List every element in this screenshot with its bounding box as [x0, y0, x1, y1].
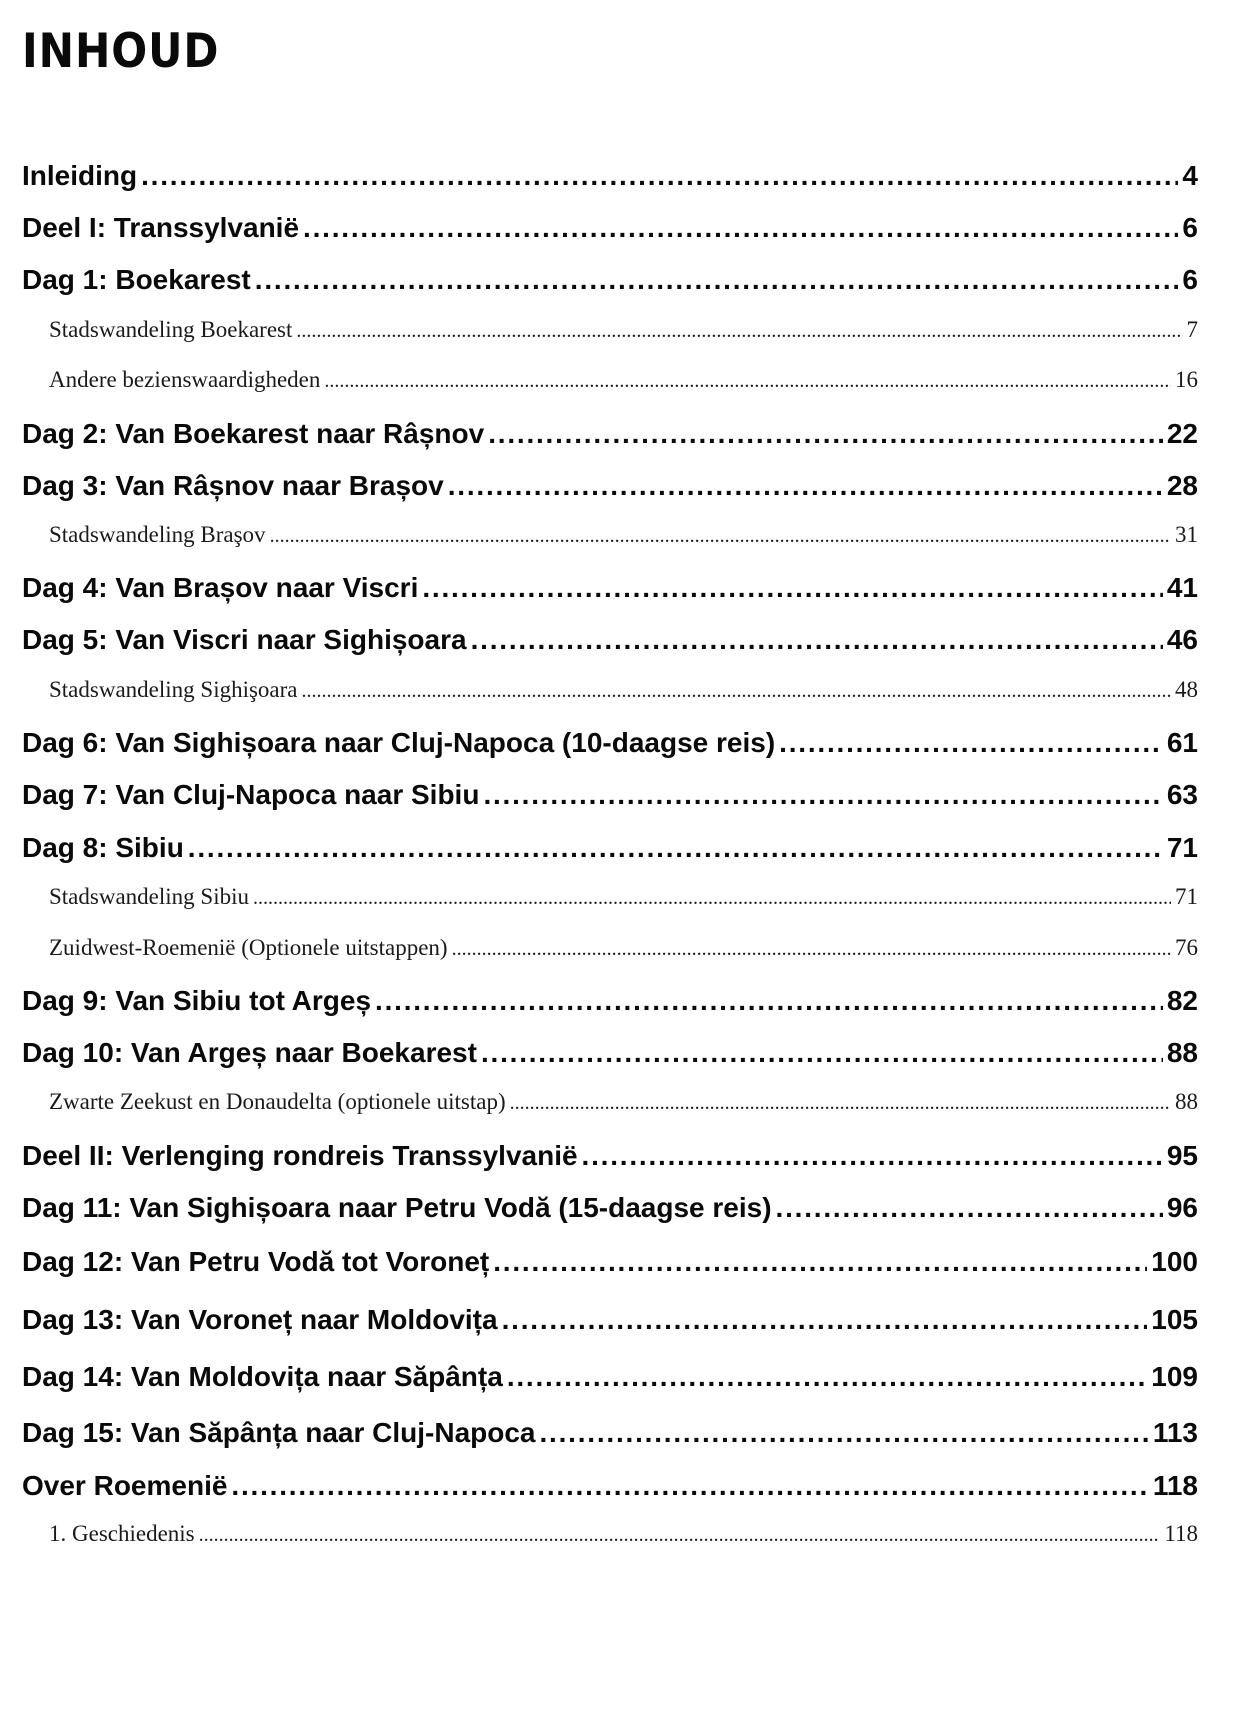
dot-leader — [582, 1140, 1163, 1172]
toc-entry-page-number: 41 — [1166, 572, 1198, 603]
toc-chapter-entry[interactable] — [22, 1470, 1198, 1502]
toc-entry-label: Dag 8: Sibiu — [22, 832, 184, 863]
toc-entry-page-number: 31 — [1175, 522, 1198, 547]
toc-entry-page-number: 48 — [1175, 677, 1198, 702]
toc-chapter-entry[interactable] — [22, 1192, 1198, 1224]
toc-entry-page-number: 105 — [1151, 1304, 1198, 1335]
toc-chapter-entry[interactable] — [22, 985, 1198, 1017]
toc-entry-label: Dag 10: Van Argeș naar Boekarest — [22, 1037, 477, 1068]
toc-entry-label: Dag 11: Van Sighișoara naar Petru Vodă (15-daagse reis) — [22, 1192, 772, 1223]
toc-chapter-entry[interactable] — [22, 1304, 1198, 1336]
toc-chapter-entry[interactable] — [22, 160, 1198, 192]
dot-leader — [488, 418, 1163, 450]
dot-leader — [471, 624, 1163, 656]
toc-entry-page-number: 118 — [1164, 1521, 1198, 1546]
toc-entry-page-number: 22 — [1166, 418, 1198, 449]
toc-entry-label: Stadswandeling Sibiu — [49, 884, 249, 909]
toc-chapter-entry[interactable] — [22, 727, 1198, 759]
toc-section-entry[interactable] — [22, 522, 1198, 548]
toc-entry-label: Dag 6: Van Sighișoara naar Cluj-Napoca (10-daagse reis) — [22, 727, 776, 758]
toc-entry-label: Dag 13: Van Voroneț naar Moldovița — [22, 1304, 498, 1335]
dot-leader — [324, 370, 1171, 393]
dot-leader — [779, 727, 1163, 759]
dot-leader — [452, 938, 1171, 961]
toc-entry-label: Dag 14: Van Moldovița naar Săpânța — [22, 1361, 503, 1392]
toc-entry-page-number: 6 — [1182, 264, 1198, 295]
dot-leader — [375, 985, 1163, 1017]
toc-chapter-entry[interactable] — [22, 470, 1198, 502]
toc-entry-page-number: 7 — [1186, 317, 1198, 342]
toc-entry-page-number: 71 — [1175, 884, 1198, 909]
dot-leader — [296, 320, 1182, 343]
toc-entry-page-number: 28 — [1166, 470, 1198, 501]
toc-chapter-entry[interactable] — [22, 1037, 1198, 1069]
toc-chapter-entry[interactable] — [22, 1361, 1198, 1393]
toc-section-entry[interactable] — [22, 884, 1198, 910]
dot-leader — [493, 1246, 1147, 1278]
toc-entry-page-number: 118 — [1152, 1470, 1198, 1501]
toc-section-entry[interactable] — [22, 367, 1198, 393]
toc-entry-page-number: 76 — [1175, 935, 1198, 960]
toc-entry-page-number: 61 — [1166, 727, 1198, 758]
toc-entry-label: Dag 7: Van Cluj-Napoca naar Sibiu — [22, 779, 480, 810]
toc-chapter-entry[interactable] — [22, 779, 1198, 811]
toc-chapter-entry[interactable] — [22, 832, 1198, 864]
dot-leader — [231, 1470, 1148, 1502]
toc-entry-page-number: 71 — [1166, 832, 1198, 863]
toc-entry-page-number: 4 — [1182, 160, 1198, 191]
dot-leader — [540, 1417, 1149, 1449]
toc-entry-page-number: 96 — [1166, 1192, 1198, 1223]
toc-entry-page-number: 88 — [1175, 1089, 1198, 1114]
toc-section-entry[interactable] — [22, 1521, 1198, 1547]
toc-entry-label: Dag 2: Van Boekarest naar Râșnov — [22, 418, 485, 449]
dot-leader — [422, 572, 1162, 604]
toc-chapter-entry[interactable] — [22, 1140, 1198, 1172]
toc-entry-label: Dag 5: Van Viscri naar Sighișoara — [22, 624, 467, 655]
dot-leader — [255, 264, 1179, 296]
toc-entry-label: Deel I: Transsylvanië — [22, 212, 300, 243]
toc-chapter-entry[interactable] — [22, 1246, 1198, 1278]
dot-leader — [303, 212, 1178, 244]
toc-entry-page-number: 88 — [1166, 1037, 1198, 1068]
toc-entry-label: Dag 1: Boekarest — [22, 264, 251, 295]
toc-entry-label: Stadswandeling Sighişoara — [49, 677, 298, 702]
dot-leader — [481, 1037, 1163, 1069]
toc-entry-label: 1. Geschiedenis — [49, 1521, 195, 1546]
toc-entry-page-number: 113 — [1152, 1417, 1198, 1448]
toc-entry-label: Dag 3: Van Râșnov naar Brașov — [22, 470, 444, 501]
dot-leader — [188, 832, 1163, 864]
dot-leader — [483, 779, 1162, 811]
toc-section-entry[interactable] — [22, 317, 1198, 343]
dot-leader — [302, 680, 1172, 703]
toc-entry-label: Stadswandeling Braşov — [49, 522, 266, 547]
toc-entry-page-number: 100 — [1151, 1246, 1198, 1277]
toc-entry-page-number: 63 — [1166, 779, 1198, 810]
toc-entry-label: Dag 9: Van Sibiu tot Argeș — [22, 985, 372, 1016]
toc-entry-page-number: 46 — [1166, 624, 1198, 655]
toc-section-entry[interactable] — [22, 1089, 1198, 1115]
toc-section-entry[interactable] — [22, 935, 1198, 961]
toc-entry-label: Dag 12: Van Petru Vodă tot Voroneț — [22, 1246, 490, 1277]
dot-leader — [448, 470, 1163, 502]
dot-leader — [507, 1361, 1147, 1393]
toc-chapter-entry[interactable] — [22, 572, 1198, 604]
dot-leader — [510, 1092, 1171, 1115]
toc-entry-page-number: 82 — [1166, 985, 1198, 1016]
toc-chapter-entry[interactable] — [22, 212, 1198, 244]
dot-leader — [253, 887, 1171, 910]
toc-section-entry[interactable] — [22, 677, 1198, 703]
toc-chapter-entry[interactable] — [22, 418, 1198, 450]
page-title: INHOUD — [22, 24, 220, 79]
toc-chapter-entry[interactable] — [22, 1417, 1198, 1449]
toc-entry-label: Dag 15: Van Săpânța naar Cluj-Napoca — [22, 1417, 536, 1448]
toc-chapter-entry[interactable] — [22, 264, 1198, 296]
toc-entry-page-number: 6 — [1182, 212, 1198, 243]
dot-leader — [270, 525, 1171, 548]
toc-entry-label: Deel II: Verlenging rondreis Transsylvanië — [22, 1140, 578, 1171]
dot-leader — [502, 1304, 1148, 1336]
toc-entry-label: Zwarte Zeekust en Donaudelta (optionele uitstap) — [49, 1089, 506, 1114]
toc-entry-page-number: 109 — [1151, 1361, 1198, 1392]
toc-entry-label: Over Roemenië — [22, 1470, 228, 1501]
toc-chapter-entry[interactable] — [22, 624, 1198, 656]
toc-entry-label: Zuidwest-Roemenië (Optionele uitstappen) — [49, 935, 448, 960]
toc-entry-label: Andere bezienswaardigheden — [49, 367, 321, 392]
toc-entry-label: Inleiding — [22, 160, 138, 191]
toc-entry-label: Dag 4: Van Brașov naar Viscri — [22, 572, 419, 603]
toc-entry-label: Stadswandeling Boekarest — [49, 317, 293, 342]
dot-leader — [141, 160, 1178, 192]
dot-leader — [776, 1192, 1163, 1224]
toc-entry-page-number: 16 — [1175, 367, 1198, 392]
dot-leader — [199, 1524, 1161, 1547]
toc-entry-page-number: 95 — [1166, 1140, 1198, 1171]
